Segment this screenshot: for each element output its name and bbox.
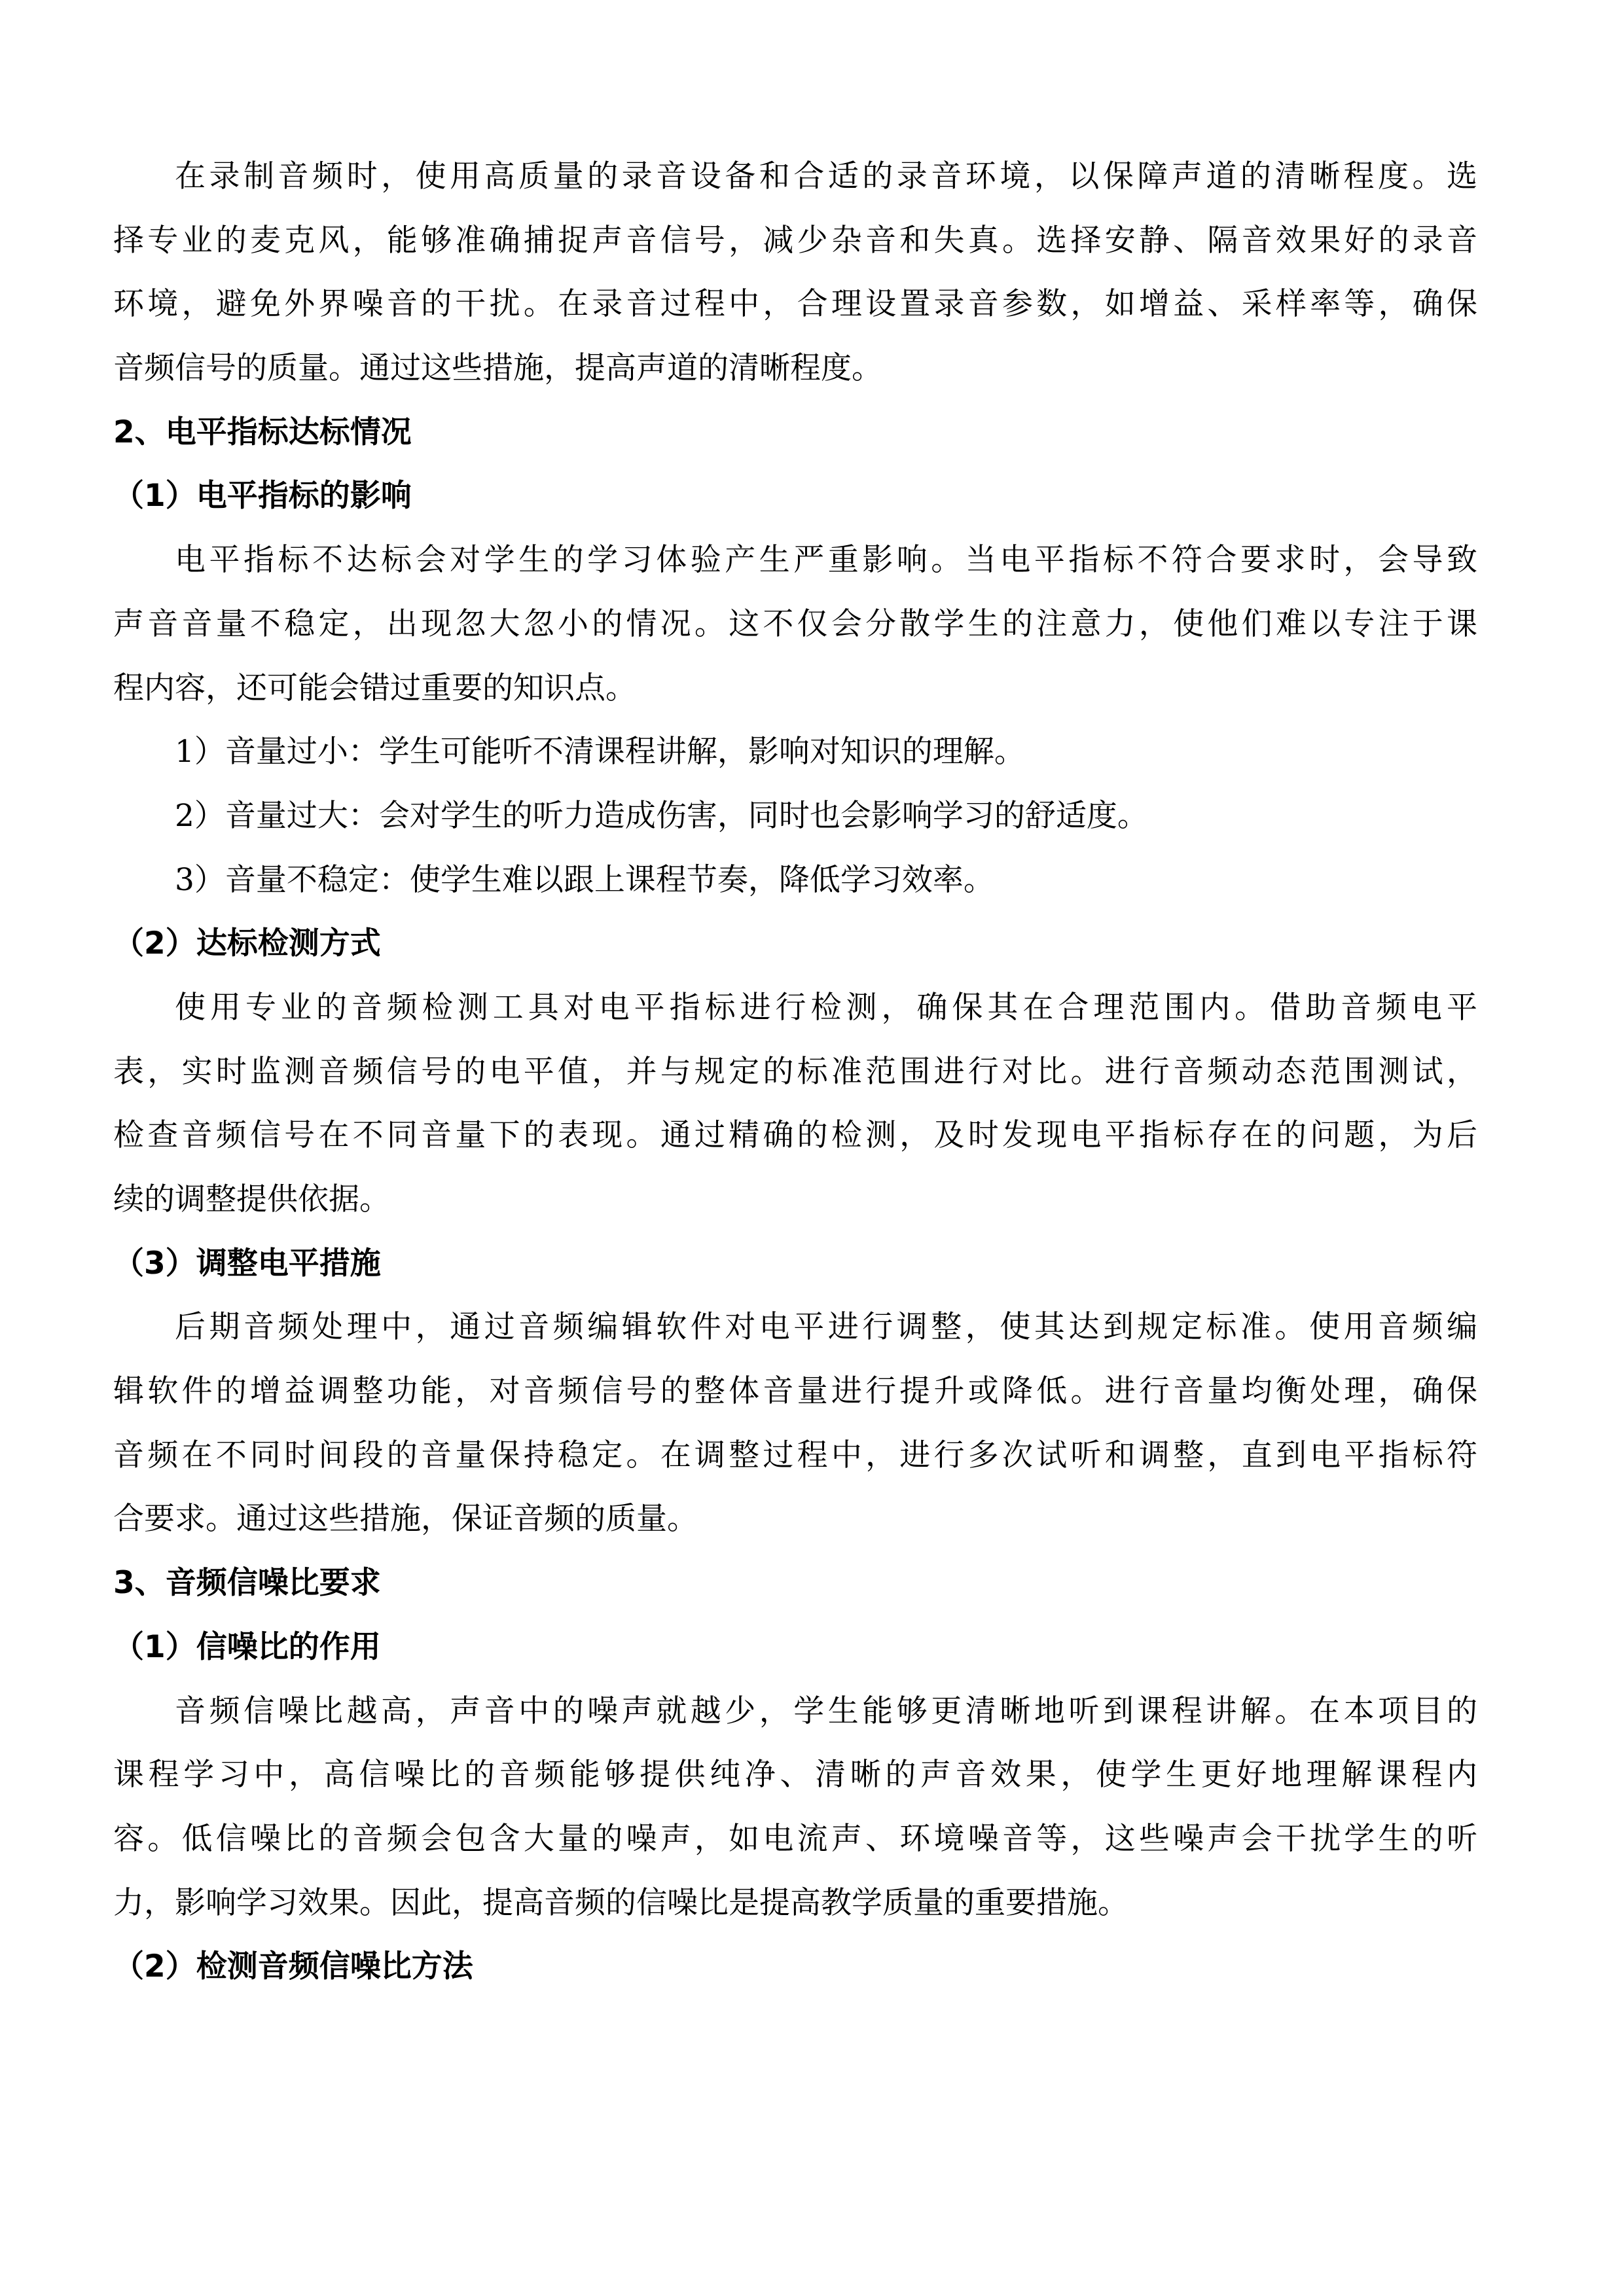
paragraph-line: 力，影响学习效果。因此，提高音频的信噪比是提高教学质量的重要措施。 bbox=[113, 1884, 1128, 1921]
paragraph-line: 择专业的麦克风，能够准确捕捉声音信号，减少杂音和失真。选择安静、隔音效果好的录音 bbox=[113, 222, 1477, 259]
section-heading: 2、电平指标达标情况 bbox=[113, 414, 412, 450]
list-item: 2）音量过大：会对学生的听力造成伤害，同时也会影响学习的舒适度。 bbox=[175, 797, 1148, 834]
paragraph-line: 课程学习中，高信噪比的音频能够提供纯净、清晰的声音效果，使学生更好地理解课程内 bbox=[113, 1757, 1477, 1793]
paragraph-line: 使用专业的音频检测工具对电平指标进行检测，确保其在合理范围内。借助音频电平 bbox=[175, 989, 1477, 1026]
paragraph-line: 电平指标不达标会对学生的学习体验产生严重影响。当电平指标不符合要求时，会导致 bbox=[175, 542, 1477, 579]
paragraph-line: 音频在不同时间段的音量保持稳定。在调整过程中，进行多次试听和调整，直到电平指标符 bbox=[113, 1437, 1477, 1473]
paragraph-line: 辑软件的增益调整功能，对音频信号的整体音量进行提升或降低。进行音量均衡处理，确保 bbox=[113, 1373, 1477, 1410]
paragraph-line: 音频信号的质量。通过这些措施，提高声道的清晰程度。 bbox=[113, 350, 882, 387]
section-heading: 3、音频信噪比要求 bbox=[113, 1565, 381, 1602]
paragraph-line: 音频信噪比越高，声音中的噪声就越少，学生能够更清晰地听到课程讲解。在本项目的 bbox=[175, 1693, 1477, 1729]
section-heading: （1）电平指标的影响 bbox=[113, 478, 412, 514]
paragraph-line: 程内容，还可能会错过重要的知识点。 bbox=[113, 670, 636, 706]
paragraph-line: 表，实时监测音频信号的电平值，并与规定的标准范围进行对比。进行音频动态范围测试， bbox=[113, 1053, 1477, 1090]
paragraph-line: 容。低信噪比的音频会包含大量的噪声，如电流声、环境噪音等，这些噪声会干扰学生的听 bbox=[113, 1820, 1477, 1857]
paragraph-line: 检查音频信号在不同音量下的表现。通过精确的检测，及时发现电平指标存在的问题，为后 bbox=[113, 1117, 1477, 1154]
paragraph-line: 合要求。通过这些措施，保证音频的质量。 bbox=[113, 1501, 698, 1537]
section-heading: （3）调整电平措施 bbox=[113, 1245, 381, 1282]
list-item: 1）音量过小：学生可能听不清课程讲解，影响对知识的理解。 bbox=[175, 734, 1025, 770]
section-heading: （2）检测音频信噪比方法 bbox=[113, 1948, 473, 1985]
list-item: 3）音量不稳定：使学生难以跟上课程节奏，降低学习效率。 bbox=[175, 861, 994, 898]
section-heading: （2）达标检测方式 bbox=[113, 925, 381, 962]
paragraph-line: 声音音量不稳定，出现忽大忽小的情况。这不仅会分散学生的注意力，使他们难以专注于课 bbox=[113, 605, 1477, 642]
paragraph-line: 后期音频处理中，通过音频编辑软件对电平进行调整，使其达到规定标准。使用音频编 bbox=[175, 1309, 1477, 1346]
paragraph-line: 续的调整提供依据。 bbox=[113, 1181, 390, 1217]
paragraph-line: 在录制音频时，使用高质量的录音设备和合适的录音环境，以保障声道的清晰程度。选 bbox=[175, 158, 1477, 194]
paragraph-line: 环境，避免外界噪音的干扰。在录音过程中，合理设置录音参数，如增益、采样率等，确保 bbox=[113, 286, 1477, 323]
section-heading: （1）信噪比的作用 bbox=[113, 1628, 381, 1665]
document-body bbox=[113, 145, 1477, 1999]
